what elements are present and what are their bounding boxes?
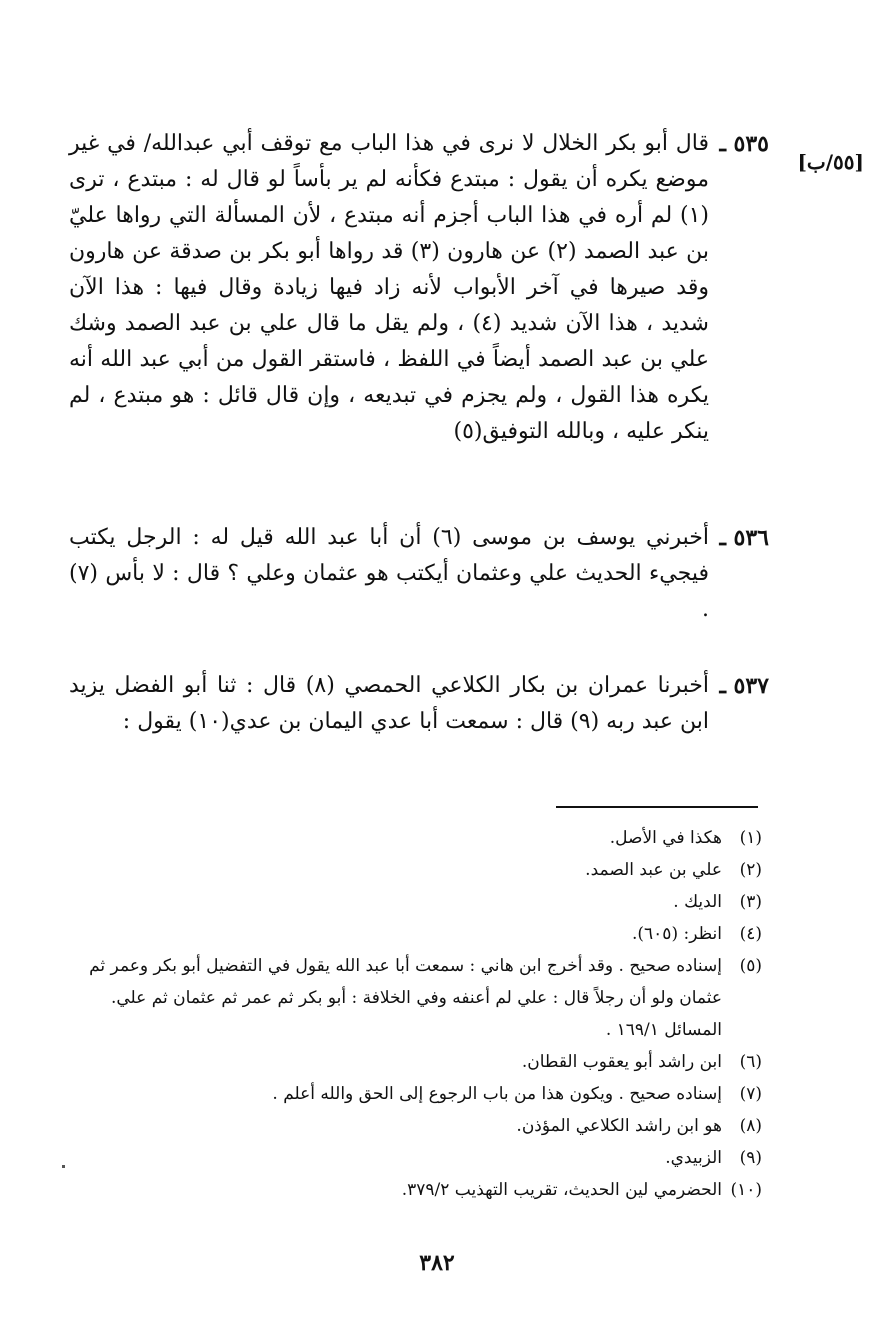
footnote-number: (٣): [739, 892, 762, 912]
footnote-text: هو ابن راشد الكلاعي المؤذن.: [516, 1116, 722, 1136]
footnote-number: (٢): [739, 860, 762, 880]
footnote-text: ابن راشد أبو يعقوب القطان.: [521, 1052, 722, 1072]
footnote-number: (٧): [739, 1084, 762, 1104]
footnote-number: (٤): [739, 924, 762, 944]
footnote-text: انظر: (٦٠٥).: [632, 924, 722, 944]
margin-reference: [٥٥/ب]: [797, 150, 864, 174]
entry-535: [69, 126, 769, 450]
footnote: [62, 950, 762, 1046]
footnote-text: هكذا في الأصل.: [609, 828, 722, 848]
footnote: [62, 1174, 762, 1206]
footnote-text: إسناده صحيح . وقد أخرج ابن هاني : سمعت أبا عبد الله يقول في التفضيل أبو بكر وعمر ثم عثمان ولو أن رجلاً قال : علي لم أعنفه وفي الخلافة : أبو بكر ثم عمر ثم عثمان ثم علي. المسائل ١٦٩/١ .: [89, 956, 722, 1040]
entry-text: أخبرني يوسف بن موسى (٦) أن أبا عبد الله قيل له : الرجل يكتب فيجيء الحديث علي وعثمان أيكتب هو عثمان وعلي ؟ قال : لا بأس (٧) .: [69, 525, 709, 622]
entry-text: قال أبو بكر الخلال لا نرى في هذا الباب مع توقف أبي عبدالله/ في غير موضع يكره أن يقول : مبتدع فكأنه لم ير بأساً لو قال له : مبتدع ، ترى (١) لم أره في هذا الباب أجزم أنه مبتدع ، لأن المسألة التي رواها عليّ بن عبد الصمد (٢) عن هارون (٣) قد رواها أبو بكر بن صدقة عن هارون وقد صيرها في آخر الأبواب لأنه زاد فيها زيادة وقال فيها : هذا الآن شديد ، هذا الآن شديد (٤) ، ولم يقل ما قال علي بن عبد الصمد وشك علي بن عبد الصمد أيضاً في اللفظ ، فاستقر القول من أبي عبد الله أنه يكره هذا القول ، ولم يجزم في تبديعه ، وإن قال قائل : هو مبتدع ، لم ينكر عليه ، وبالله التوفيق(٥): [69, 131, 710, 444]
footnote-text: إسناده صحيح . ويكون هذا من باب الرجوع إلى الحق والله أعلم .: [272, 1084, 722, 1104]
footnote-number: (٩): [739, 1148, 762, 1168]
footnote: [62, 1110, 762, 1142]
footnote-text: الزبيدي.: [665, 1148, 722, 1168]
entry-text: أخبرنا عمران بن بكار الكلاعي الحمصي (٨) قال : ثنا أبو الفضل يزيد ابن عبد ربه (٩) قال : سمعت أبا عدي اليمان بن عدي(١٠) يقول :: [69, 673, 709, 734]
entry-537: [69, 668, 769, 740]
footnote-number: (١): [739, 828, 762, 848]
footnote: [62, 1078, 762, 1110]
entry-number: ٥٣٥ ـ: [719, 131, 769, 157]
footnote-text: علي بن عبد الصمد.: [585, 860, 722, 880]
footnote: [62, 918, 762, 950]
entry-536: [69, 520, 769, 628]
footnote-number: (٥): [739, 956, 762, 976]
footnote-divider: [556, 806, 758, 808]
footnotes: [62, 822, 762, 1206]
footnote-text: الديك .: [673, 892, 722, 912]
footnote: [62, 1142, 762, 1174]
footnote-number: (١٠): [730, 1180, 762, 1200]
scan-speck: [62, 1165, 65, 1168]
page-number: ٣٨٢: [419, 1250, 455, 1276]
footnote: [62, 854, 762, 886]
footnote: [62, 822, 762, 854]
footnote: [62, 1046, 762, 1078]
footnote-text: الحضرمي لين الحديث، تقريب التهذيب ٣٧٩/٢.: [401, 1180, 722, 1200]
entry-number: ٥٣٦ ـ: [719, 525, 769, 551]
footnote-number: (٦): [739, 1052, 762, 1072]
footnote-number: (٨): [739, 1116, 762, 1136]
entry-number: ٥٣٧ ـ: [719, 673, 769, 699]
footnote: [62, 886, 762, 918]
